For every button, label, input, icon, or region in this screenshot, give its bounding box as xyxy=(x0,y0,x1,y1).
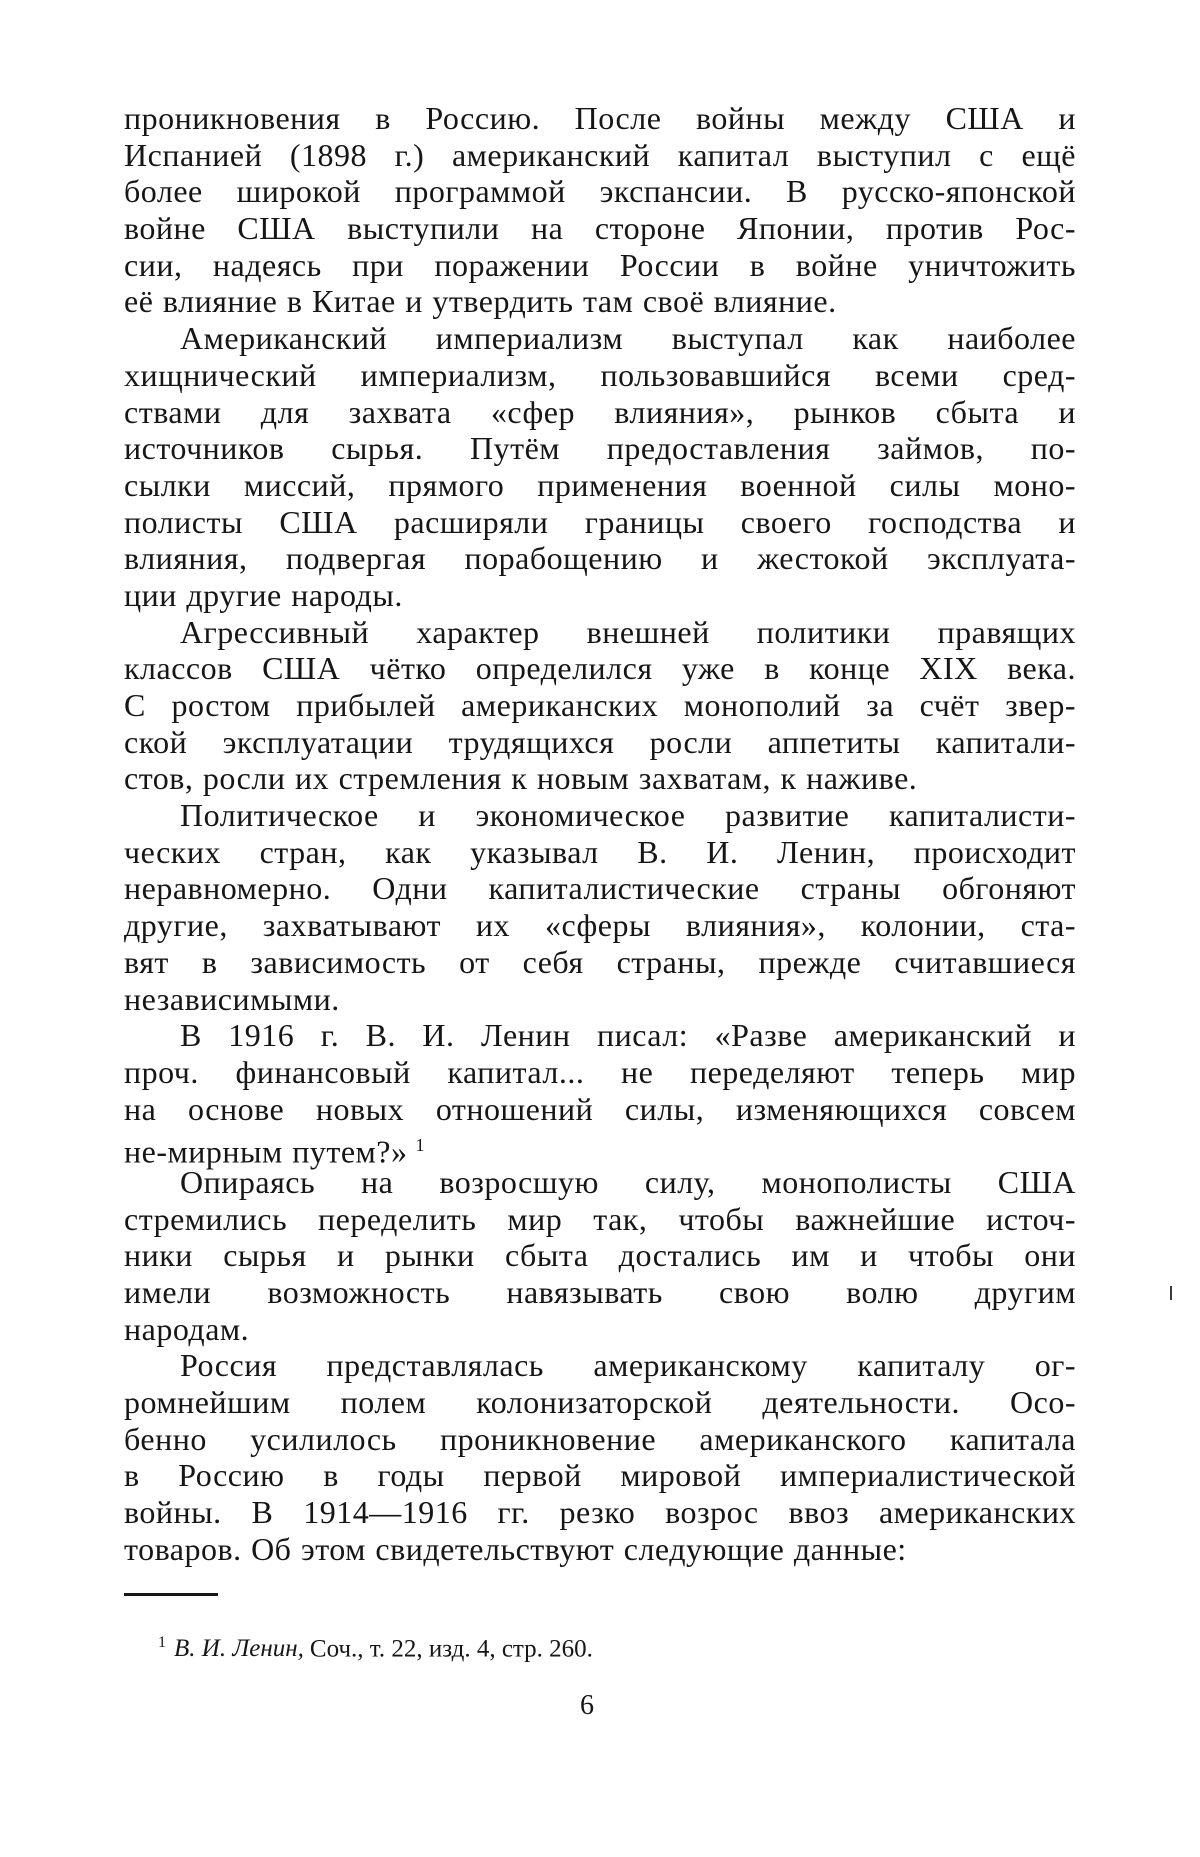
text-line: ческих стран, как указывал В. И. Ленин, происходит xyxy=(124,833,1076,870)
text-line: ники сырья и рынки сбыта достались им и чтобы они xyxy=(124,1237,1076,1274)
text-line: бенно усилилось проникновение американского капитала xyxy=(124,1420,1076,1457)
paragraph-start-line: Опираясь на возросшую силу, монополисты США xyxy=(180,1163,1076,1200)
footnote-marker: 1 xyxy=(158,1634,166,1651)
scan-speck xyxy=(1170,1286,1172,1300)
text-line: ствами для захвата «сфер влияния», рынков сбыта и xyxy=(124,393,1076,430)
paragraph-start-line: Американский империализм выступал как наиболее xyxy=(180,320,1076,357)
text-line: неравномерно. Одни капиталистические страны обгоняют xyxy=(124,870,1076,907)
text-line: имели возможность навязывать свою волю другим xyxy=(124,1274,1076,1310)
quote-end-text: не-мирным путем?» xyxy=(124,1133,408,1170)
paragraph-start-line: В 1916 г. В. И. Ленин писал: «Разве американский и xyxy=(180,1017,1076,1054)
body-text xyxy=(124,100,1076,1568)
text-line: проникновения в Россию. После войны между США и xyxy=(124,100,1076,136)
text-line: независимыми. xyxy=(124,980,340,1017)
text-line: сии, надеясь при поражении России в войне уничтожить xyxy=(124,246,1076,283)
text-line: войне США выступили на стороне Японии, против Рос- xyxy=(124,210,1076,247)
paragraph-start-line: Политическое и экономическое развитие капиталисти- xyxy=(180,797,1076,834)
text-line: ромнейшим полем колонизаторской деятельности. Осо- xyxy=(124,1384,1076,1421)
text-line: сылки миссий, прямого применения военной силы моно- xyxy=(124,466,1076,503)
paragraph-start-line: Россия представлялась американскому капиталу ог- xyxy=(180,1347,1076,1384)
footnote-divider xyxy=(124,1593,218,1596)
text-line: классов США чётко определился уже в конце XIX века. xyxy=(124,650,1076,687)
text-line: Испанией (1898 г.) американский капитал выступил с ещё xyxy=(124,136,1076,173)
text-line: С ростом прибылей американских монополий за счёт звер- xyxy=(124,687,1076,723)
text-line: товаров. Об этом свидетельствуют следующие данные: xyxy=(124,1530,907,1567)
text-line: её влияние в Китае и утвердить там своё влияние. xyxy=(124,283,837,320)
text-line: вят в зависимость от себя страны, прежде считавшиеся xyxy=(124,943,1076,980)
paragraph-start-line: Агрессивный характер внешней политики правящих xyxy=(180,613,1076,650)
text-line: в Россию в годы первой мировой империалистической xyxy=(124,1457,1076,1494)
footnote-reference[interactable]: 1 xyxy=(415,1135,425,1156)
text-line: войны. В 1914—1916 гг. резко возрос ввоз американских xyxy=(124,1494,1076,1531)
text-line: более широкой программой экспансии. В русско-японской xyxy=(124,173,1076,210)
text-line: хищнический империализм, пользовавшийся всеми сред- xyxy=(124,356,1076,393)
text-line: влияния, подвергая порабощению и жестокой эксплуата- xyxy=(124,540,1076,577)
text-line: стремились переделить мир так, чтобы важнейшие источ- xyxy=(124,1200,1076,1237)
footnote-source: Соч., т. 22, изд. 4, стр. 260. xyxy=(309,1635,593,1663)
text-line: ции другие народы. xyxy=(124,576,403,613)
page-number: 6 xyxy=(580,1690,594,1721)
text-line: народам. xyxy=(124,1310,250,1347)
text-line: ской эксплуатации трудящихся росли аппетиты капитали- xyxy=(124,723,1076,760)
footnote xyxy=(158,1628,593,1664)
text-line: на основе новых отношений силы, изменяющихся совсем xyxy=(124,1090,1076,1127)
text-line: полисты США расширяли границы своего господства и xyxy=(124,503,1076,540)
text-line-with-footnote xyxy=(124,1127,1076,1170)
footnote-author: В. И. Ленин, xyxy=(174,1635,304,1663)
text-line: стов, росли их стремления к новым захватам, к наживе. xyxy=(124,760,918,797)
text-line: другие, захватывают их «сферы влияния», колонии, ста- xyxy=(124,907,1076,944)
text-line: источников сырья. Путём предоставления займов, по- xyxy=(124,430,1076,467)
text-line: проч. финансовый капитал... не переделяют теперь мир xyxy=(124,1053,1076,1090)
